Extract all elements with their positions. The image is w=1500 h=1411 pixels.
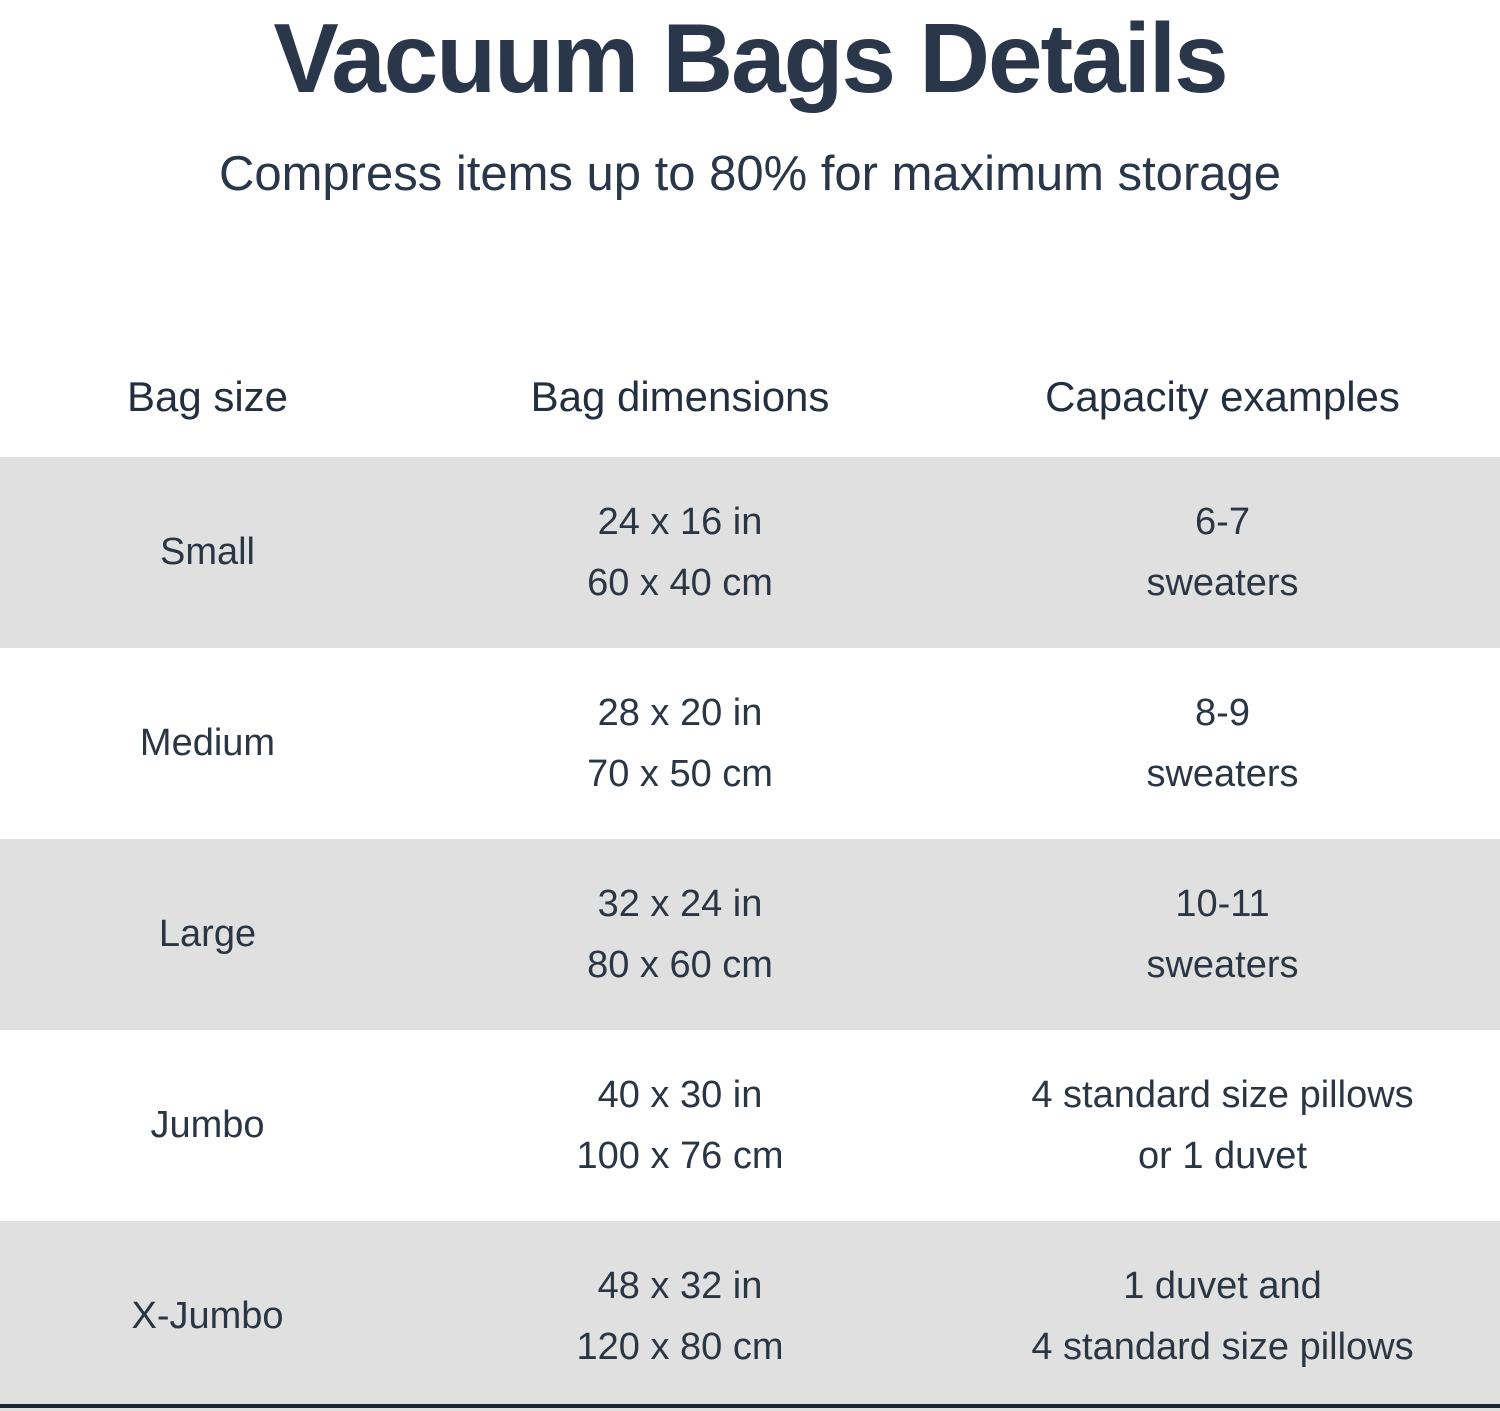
column-header-bag-size: Bag size: [126, 373, 289, 421]
capacity-line2: sweaters: [1146, 752, 1299, 795]
bottom-edge-divider: [0, 1404, 1500, 1408]
bag-size-label: Large: [158, 913, 257, 956]
dimensions-inches: 24 x 16 in: [597, 501, 763, 544]
dimensions-cm: 70 x 50 cm: [587, 752, 773, 795]
capacity-cell: [945, 492, 1500, 614]
capacity-line2: sweaters: [1146, 561, 1299, 604]
bag-dimensions-cell: [415, 1256, 945, 1378]
capacity-cell: [945, 874, 1500, 996]
dimensions-cm: 120 x 80 cm: [576, 1325, 784, 1368]
capacity-line2: 4 standard size pillows: [1031, 1325, 1414, 1368]
capacity-cell: [945, 683, 1500, 805]
capacity-line1: 8-9: [1195, 692, 1250, 735]
capacity-line1: 4 standard size pillows: [1031, 1074, 1414, 1117]
bag-dimensions-cell: [415, 683, 945, 805]
table-row-medium: [0, 648, 1500, 839]
table-body: [0, 457, 1500, 1411]
table-header-row: [0, 366, 1500, 428]
page-subtitle: Compress items up to 80% for maximum storage: [218, 146, 1282, 201]
dimensions-cm: 80 x 60 cm: [587, 943, 773, 986]
bag-size-label: Small: [159, 531, 256, 574]
dimensions-inches: 28 x 20 in: [597, 692, 763, 735]
dimensions-cm: 60 x 40 cm: [587, 561, 773, 604]
column-header-bag-dimensions: Bag dimensions: [530, 373, 830, 421]
table-row-small: [0, 457, 1500, 648]
column-header-capacity-examples: Capacity examples: [1045, 373, 1400, 421]
table-row-jumbo: [0, 1030, 1500, 1221]
capacity-cell: [945, 1065, 1500, 1187]
dimensions-inches: 40 x 30 in: [597, 1074, 763, 1117]
capacity-line1: 6-7: [1195, 501, 1250, 544]
dimensions-inches: 48 x 32 in: [597, 1265, 763, 1308]
capacity-line1: 1 duvet and: [1123, 1265, 1322, 1308]
bag-size-label: Jumbo: [150, 1104, 265, 1147]
capacity-line2: or 1 duvet: [1138, 1134, 1307, 1177]
capacity-cell: [945, 1256, 1500, 1378]
bag-size-label: X-Jumbo: [131, 1295, 284, 1338]
bag-size-label: Medium: [139, 722, 276, 765]
table-row-large: [0, 839, 1500, 1030]
capacity-line2: sweaters: [1146, 943, 1299, 986]
page-title: Vacuum Bags Details: [273, 3, 1227, 113]
dimensions-inches: 32 x 24 in: [597, 883, 763, 926]
capacity-line1: 10-11: [1175, 883, 1270, 926]
dimensions-cm: 100 x 76 cm: [576, 1134, 784, 1177]
table-row-x-jumbo: [0, 1221, 1500, 1411]
bag-dimensions-cell: [415, 1065, 945, 1187]
bag-details-table: [0, 366, 1500, 1411]
bag-dimensions-cell: [415, 492, 945, 614]
bag-dimensions-cell: [415, 874, 945, 996]
